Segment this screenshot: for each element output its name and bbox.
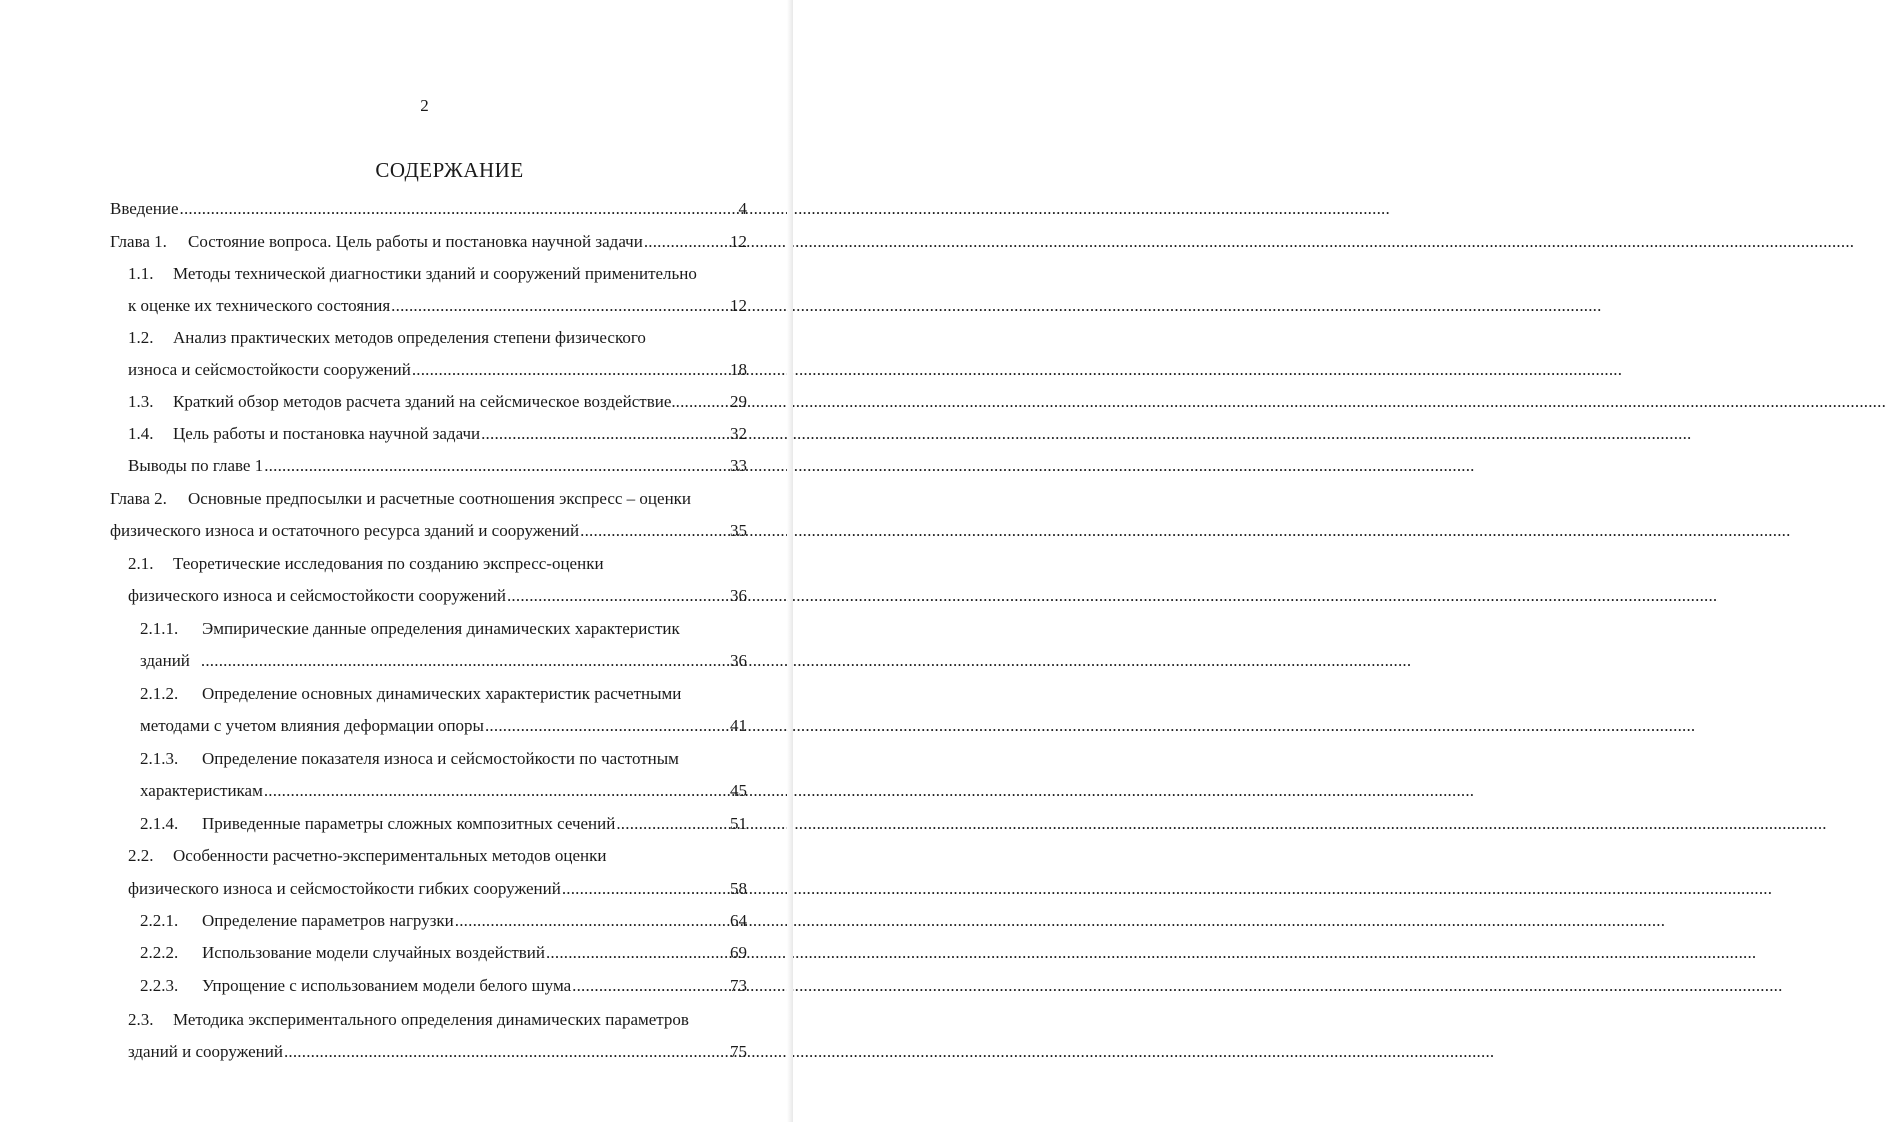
toc-entry-text: Цель работы и постановка научной задачи [173, 424, 481, 443]
toc-entry-text: Выводы по главе 1 [128, 456, 264, 475]
toc-entry-page: 45 [730, 781, 747, 800]
toc-entry-page: 33 [730, 456, 747, 475]
toc-entry-1-3 [128, 390, 747, 414]
toc-entry-2-3-line2 [128, 1040, 747, 1064]
toc-title: СОДЕРЖАНИЕ [375, 158, 524, 182]
toc-entry-number: 1.1. [128, 264, 154, 283]
toc-entry-2-1-1-line1 [140, 617, 747, 641]
toc-entry-number: Глава 2. [110, 489, 167, 508]
toc-entry-text: физического износа и остаточного ресурса зданий и сооружений [110, 521, 580, 540]
toc-entry-2-1-line1 [128, 552, 747, 576]
toc-entry-chapter-1 [110, 230, 747, 254]
toc-leader-dots [580, 519, 727, 543]
toc-entry-text: износа и сейсмостойкости сооружений [128, 360, 411, 379]
toc-entry-text: зданий и сооружений [128, 1042, 283, 1061]
toc-entry-number: 2.2.1. [140, 911, 179, 930]
toc-entry-page: 69 [730, 943, 747, 962]
toc-entry-text: Основные предпосылки и расчетные соотношения экспресс – оценки [188, 489, 692, 508]
toc-entry-1-2-line1 [128, 326, 747, 350]
toc-entry-2-1-2-line2 [140, 714, 747, 738]
toc-entry-number: 2.3. [128, 1010, 154, 1029]
toc-entry-page: 12 [730, 232, 747, 251]
toc-entry-2-1-3-line1 [140, 747, 747, 771]
toc-entry-text: физического износа и сейсмостойкости сооружений [128, 586, 506, 605]
toc-entry-2-3-line1 [128, 1008, 747, 1032]
toc-entry-text: Определение показателя износа и сейсмостойкости по частотным [202, 749, 679, 768]
toc-entry-2-2-line1 [128, 844, 747, 868]
toc-entry-page: 29 [730, 392, 747, 411]
toc-entry-text: Состояние вопроса. Цель работы и постановка научной задачи [188, 232, 643, 251]
toc-entry-text: к оценке их технического состояния [128, 296, 391, 315]
toc-entry-2-1-2-line1 [140, 682, 747, 706]
toc-entry-text: физического износа и сейсмостойкости гибких сооружений [128, 879, 561, 898]
toc-entry-text: Методы технической диагностики зданий и сооружений применительно [173, 264, 697, 283]
toc-entry-text: Эмпирические данные определения динамических характеристик [202, 619, 680, 638]
toc-entry-number: 1.4. [128, 424, 154, 443]
toc-entry-number: Глава 1. [110, 232, 167, 251]
toc-entry-chapter-2-line1 [110, 487, 747, 511]
toc-entry-2-2-line2 [128, 877, 747, 901]
toc-entry-text: Введение [110, 199, 179, 218]
page-edge-shadow [787, 0, 793, 1122]
toc-entry-text: Особенности расчетно-экспериментальных методов оценки [173, 846, 607, 865]
toc-entry-chapter-1-conclusions [128, 454, 747, 478]
toc-entry-page: 12 [730, 296, 747, 315]
toc-leader-dots [676, 390, 726, 414]
toc-entry-number: 2.1.1. [140, 619, 179, 638]
toc-entry-2-1-1-line2 [140, 649, 747, 673]
toc-entry-text: Методика экспериментального определения динамических параметров [173, 1010, 689, 1029]
toc-leader-dots [546, 941, 727, 965]
toc-entry-2-2-1 [140, 909, 747, 933]
toc-entry-page: 73 [730, 976, 747, 995]
toc-entry-page: 35 [730, 521, 747, 540]
toc-entry-text: характеристикам [140, 781, 263, 800]
toc-entry-2-2-2 [140, 941, 747, 965]
toc-entry-page: 4 [738, 199, 747, 218]
toc-entry-number: 1.2. [128, 328, 154, 347]
toc-entry-number: 1.3. [128, 392, 154, 411]
toc-entry-number: 2.1. [128, 554, 154, 573]
toc-entry-page: 51 [730, 814, 747, 833]
toc-leader-dots [412, 358, 727, 382]
toc-entry-text: Определение параметров нагрузки [202, 911, 454, 930]
toc-entry-text: Краткий обзор методов расчета зданий на сейсмическое воздействие. [173, 392, 676, 411]
toc-entry-number: 2.2.3. [140, 976, 179, 995]
toc-entry-2-1-3-line2 [140, 779, 747, 803]
toc-entry-page: 75 [730, 1042, 747, 1061]
toc-entry-number: 2.2.2. [140, 943, 179, 962]
toc-entry-text: Определение основных динамических характеристик расчетными [202, 684, 682, 703]
toc-leader-dots [201, 649, 727, 673]
toc-entry-chapter-2-line2 [110, 519, 747, 543]
toc-leader-dots [572, 974, 727, 998]
toc-entry-number: 2.1.4. [140, 814, 179, 833]
toc-entry-page: 58 [730, 879, 747, 898]
toc-leader-dots [264, 779, 727, 803]
page-number: 2 [420, 96, 429, 115]
toc-leader-dots [644, 230, 727, 254]
toc-entry-number: 2.2. [128, 846, 154, 865]
toc-leader-dots [616, 812, 727, 836]
toc-entry-page: 18 [730, 360, 747, 379]
toc-entry-introduction [110, 197, 747, 221]
toc-entry-2-2-3 [140, 974, 747, 998]
toc-entry-page: 36 [730, 651, 747, 670]
toc-leader-dots [455, 909, 727, 933]
toc-entry-page: 36 [730, 586, 747, 605]
toc-entry-text: зданий [140, 651, 190, 670]
toc-entry-2-1-line2 [128, 584, 747, 608]
toc-entry-number: 2.1.3. [140, 749, 179, 768]
toc-leader-dots [485, 714, 727, 738]
toc-entry-text: Использование модели случайных воздействий [202, 943, 545, 962]
toc-entry-page: 32 [730, 424, 747, 443]
toc-entry-page: 64 [730, 911, 747, 930]
toc-entry-page: 41 [730, 716, 747, 735]
toc-leader-dots [264, 454, 727, 478]
toc-entry-1-4 [128, 422, 747, 446]
toc-entry-1-1-line1 [128, 262, 747, 286]
document-page [0, 0, 793, 1122]
toc-entry-text: Приведенные параметры сложных композитных сечений [202, 814, 616, 833]
toc-entry-text: Теоретические исследования по созданию экспресс-оценки [173, 554, 604, 573]
toc-leader-dots [562, 877, 727, 901]
toc-entry-text: методами с учетом влияния деформации опоры [140, 716, 484, 735]
toc-entry-text: Упрощение с использованием модели белого шума [202, 976, 572, 995]
toc-leader-dots [391, 294, 727, 318]
toc-entry-1-1-line2 [128, 294, 747, 318]
toc-entry-1-2-line2 [128, 358, 747, 382]
toc-leader-dots [507, 584, 727, 608]
toc-entry-text: Анализ практических методов определения степени физического [173, 328, 646, 347]
toc-entry-number: 2.1.2. [140, 684, 179, 703]
toc-leader-dots [481, 422, 727, 446]
toc-leader-dots [180, 197, 736, 221]
toc-entry-2-1-4 [140, 812, 747, 836]
toc-leader-dots [284, 1040, 727, 1064]
